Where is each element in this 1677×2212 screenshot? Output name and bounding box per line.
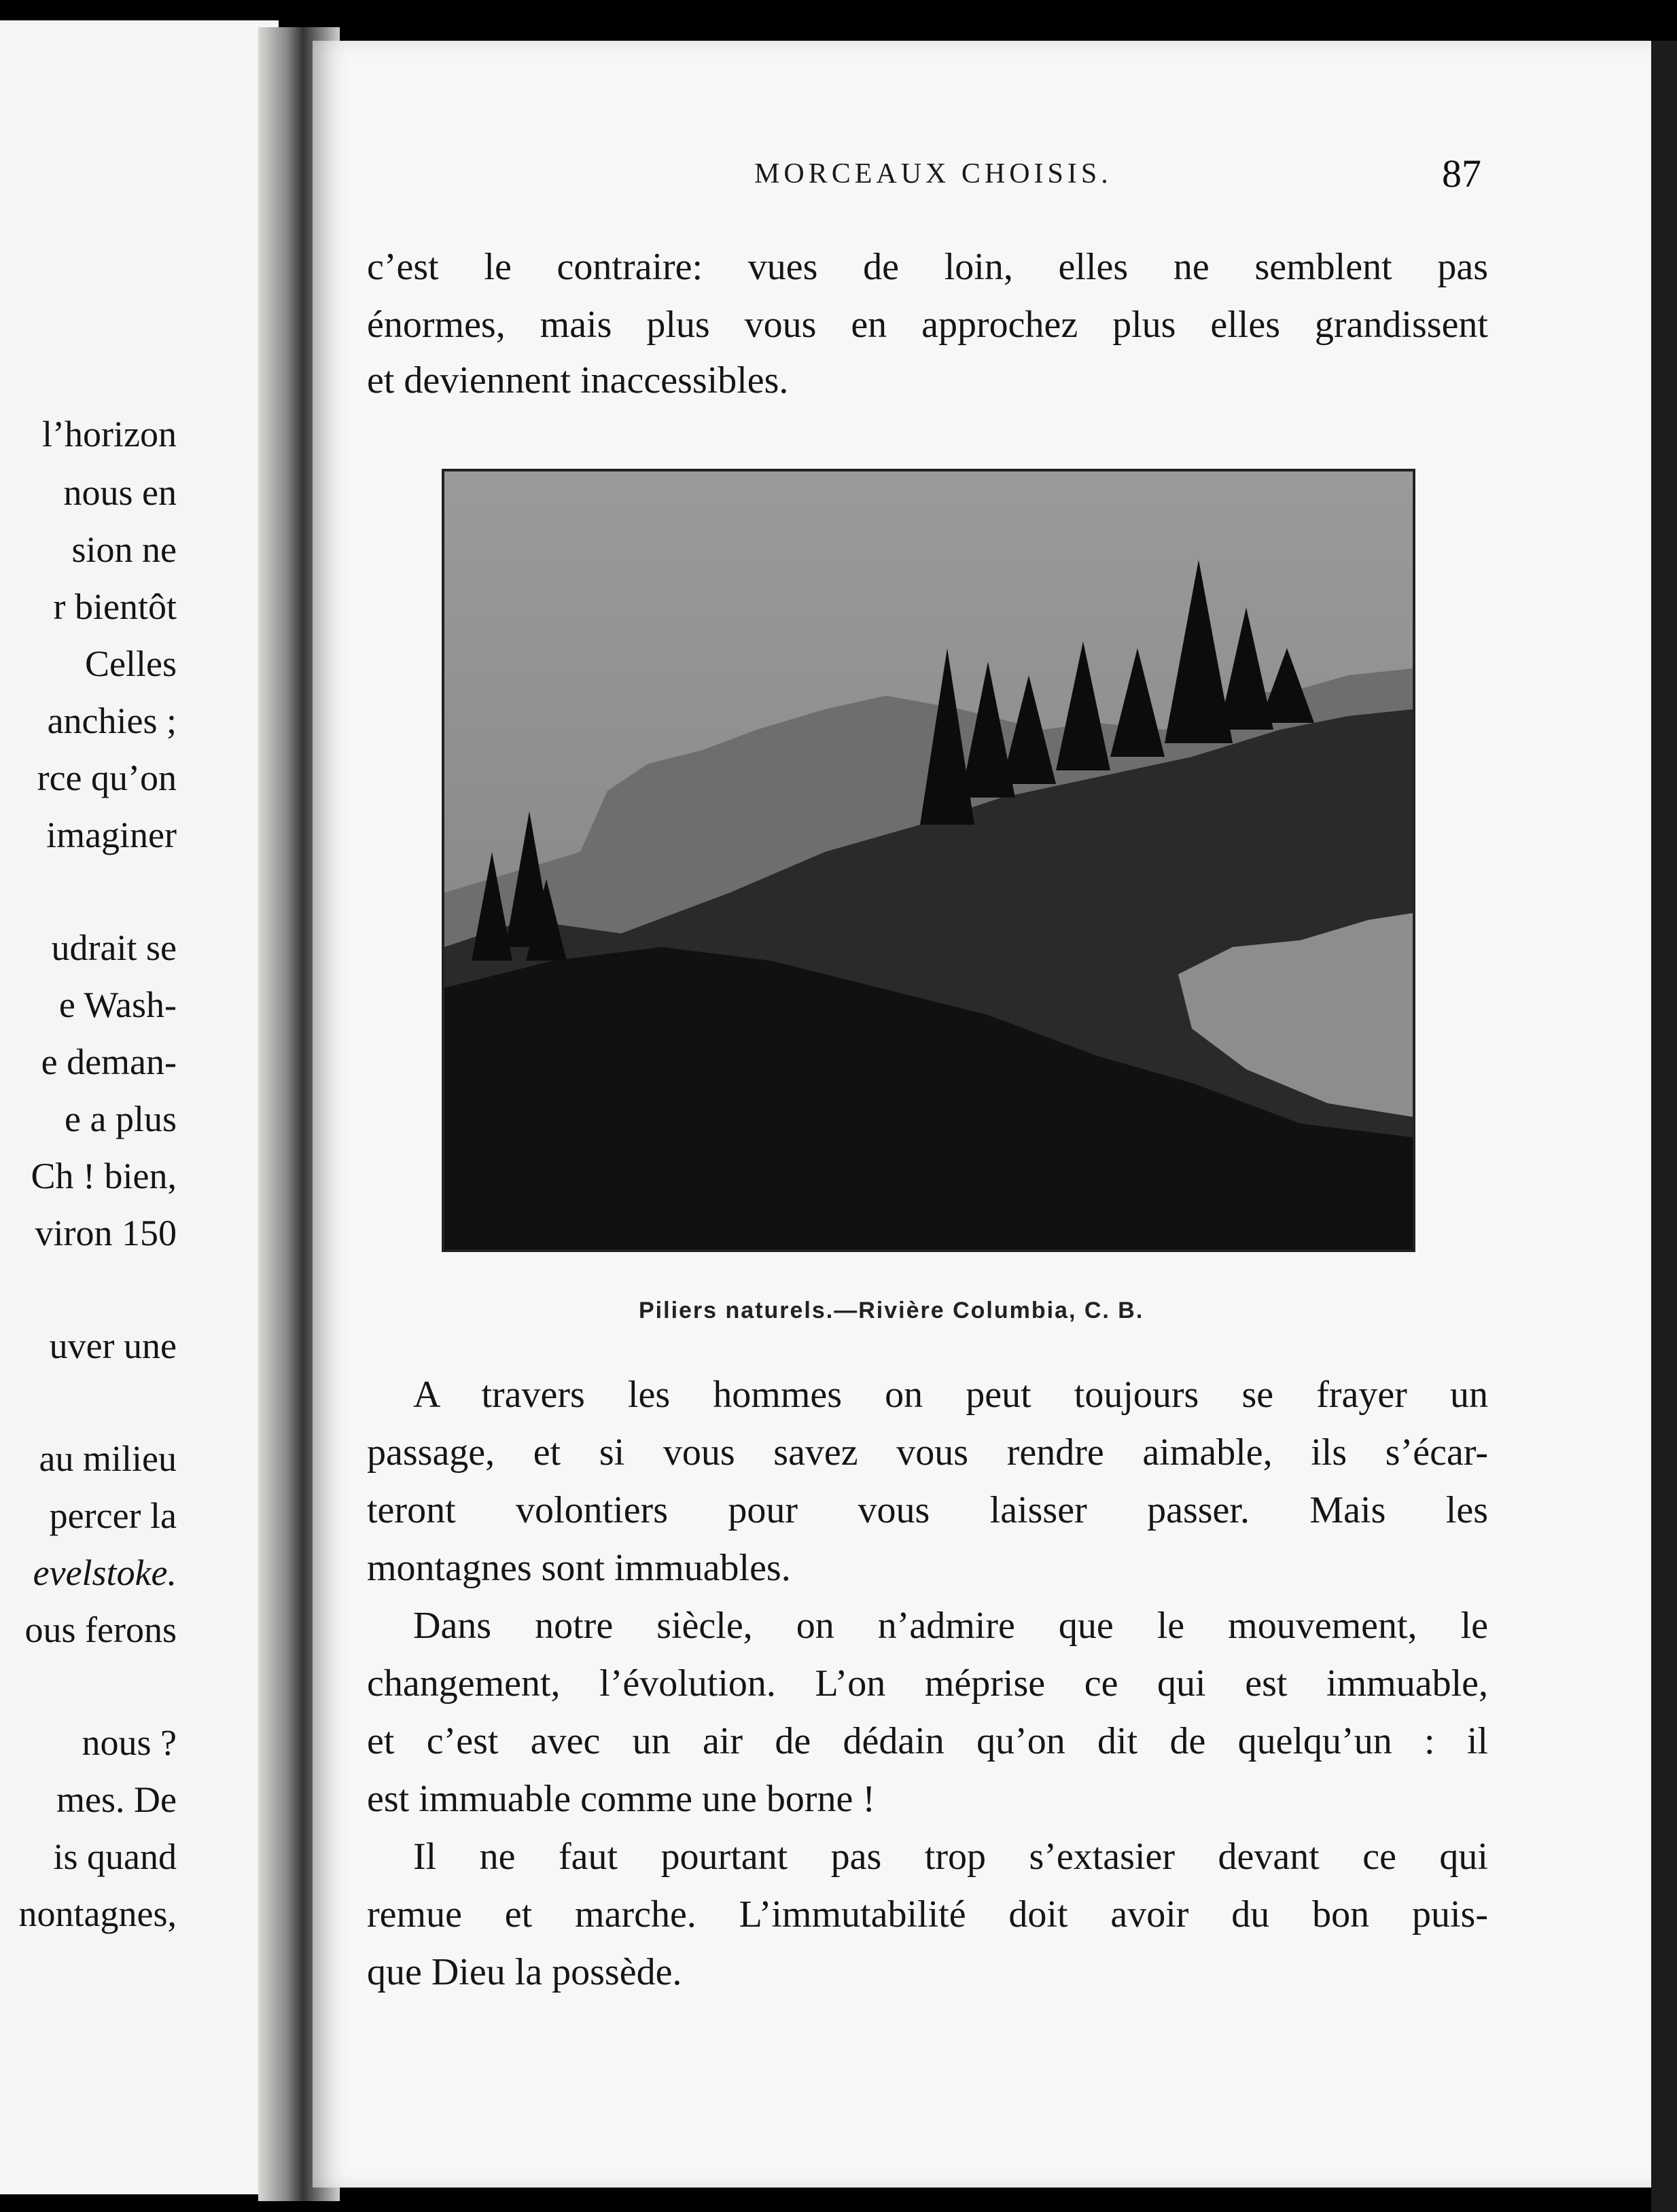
left-page-line: nontagnes, (18, 1893, 177, 1934)
left-page-line: l’horizon (42, 414, 177, 454)
text-line: A travers les hommes on peut toujours se frayer un (413, 1374, 1488, 1416)
text-line: passage, et si vous savez vous rendre aimable, ils s’écar- (367, 1431, 1488, 1474)
left-page-line: udrait se (51, 927, 177, 968)
left-page-line: r bientôt (53, 586, 177, 627)
left-page-line: viron 150 (35, 1213, 177, 1253)
left-page (0, 20, 279, 2194)
left-page-line: anchies ; (47, 700, 177, 741)
left-page-line: nous ? (82, 1722, 177, 1763)
text-line: que Dieu la possède. (367, 1951, 682, 1993)
text-line: changement, l’évolution. L’on méprise ce qui est immuable, (367, 1662, 1488, 1705)
left-page-line: imaginer (46, 815, 177, 855)
text-line: Dans notre siècle, on n’admire que le mouvement, le (413, 1605, 1488, 1647)
text-line: énormes, mais plus vous en approchez plus elles grandissent (367, 304, 1488, 346)
mountain-photo (442, 469, 1415, 1252)
text-line: et deviennent inaccessibles. (367, 359, 789, 402)
text-line: Il ne faut pourtant pas trop s’extasier devant ce qui (413, 1836, 1488, 1878)
left-page-line: ous ferons (24, 1609, 177, 1650)
left-page-line: e a plus (65, 1099, 177, 1139)
left-page-line: Celles (85, 643, 177, 684)
figure-caption: Piliers naturels.—Rivière Columbia, C. B. (639, 1298, 1144, 1323)
left-page-line: au milieu (39, 1438, 177, 1479)
left-page-line: sion ne (71, 529, 177, 570)
text-line: montagnes sont immuables. (367, 1547, 791, 1589)
left-page-line: evelstoke. (33, 1552, 177, 1593)
left-page-line: is quand (53, 1836, 177, 1877)
text-line: et c’est avec un air de dédain qu’on dit de quelqu’un : il (367, 1720, 1488, 1762)
left-page-line: rce qu’on (37, 757, 177, 798)
left-page-line: percer la (49, 1495, 177, 1536)
running-head: MORCEAUX CHOISIS. (754, 158, 1112, 190)
left-page-line: e Wash- (58, 984, 177, 1025)
text-line: teront volontiers pour vous laisser passer. Mais les (367, 1489, 1488, 1531)
left-page-line: e deman- (41, 1041, 177, 1082)
text-line: remue et marche. L’immutabilité doit avoir du bon puis- (367, 1893, 1488, 1936)
text-line: est immuable comme une borne ! (367, 1778, 875, 1820)
left-page-line: Ch ! bien, (31, 1156, 177, 1196)
left-page-line: uver une (49, 1325, 177, 1366)
mountain-forest-image (444, 471, 1413, 1249)
left-page-line: mes. De (56, 1779, 177, 1820)
page-number: 87 (1442, 151, 1481, 196)
page-edge (1651, 41, 1677, 2212)
left-page-line: nous en (63, 472, 177, 513)
text-line: c’est le contraire: vues de loin, elles ne semblent pas (367, 246, 1488, 288)
